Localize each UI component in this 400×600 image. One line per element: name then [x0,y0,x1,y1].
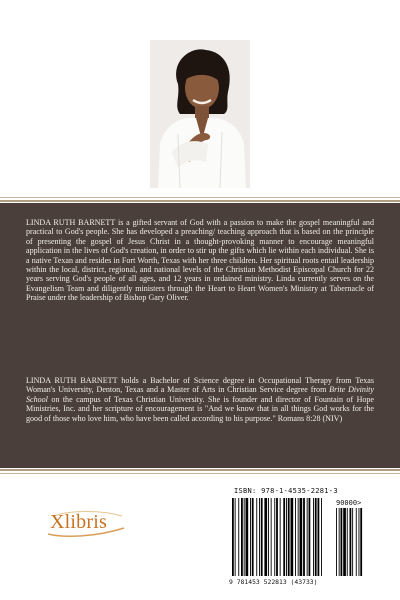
author-name: LINDA RUTH BARNETT [26,218,116,227]
divider-bottom-thin [0,473,400,474]
bio-text-1: is a gifted servant of God with a passion to make the gospel meaningful and practical to God's people. She has developed a preaching/ teaching approach that is based on the principle of presenting the gospel of Jesus Christ in a thought-provoking manner to encourage meaningful application in the lives of God's creation, in order to stir up the gifts which lie within each individual. She is a native Texan and resides in Fort Worth, Texas with her three children. Her spiritual roots entail leadership within the local, district, regional, and national levels of the Christian Methodist Episcopal Church for 22 years serving God's people of all ages, and 12 years in ordained ministry. Linda currently serves on the Evangelism Team and diligently ministers through the Heart to Heart Women's Ministry at Tabernacle of Praise under the leadership of Bishop Gary Oliver. [26,218,374,303]
barcode-digits: 9 781453 522813 (43733) [229,578,318,586]
svg-text:90000>: 90000> [336,499,362,507]
bio-text-2b: on the campus of Texas Christian University. She is founder and director of Fountain of Hope Ministries, Inc. and her scripture of encouragement is "And we know that in all things God works for the good of those who love him, who have been called according to his purpose." Romans 8:28 (NIV) [26,394,374,423]
bio-text-2a: holds a Bachelor of Science degree in Occupational Therapy from Texas Woman's University, Denton, Texas and a Master of Arts in Christian Service degree from [26,376,374,395]
author-photo [150,40,250,188]
divider-top [0,200,400,202]
school-name: Brite Divinity School [26,385,374,404]
bio-paragraph-2 [26,376,374,423]
barcode-icon [230,498,375,578]
publisher-logo: Xlibris [50,511,107,533]
author-name-2: LINDA RUTH BARNETT [26,376,118,385]
bio-paragraph-1 [26,218,374,303]
isbn-label: ISBN: 978-1-4535-2281-3 [234,487,338,495]
divider-bottom [0,469,400,471]
divider-top-thin [0,197,400,198]
